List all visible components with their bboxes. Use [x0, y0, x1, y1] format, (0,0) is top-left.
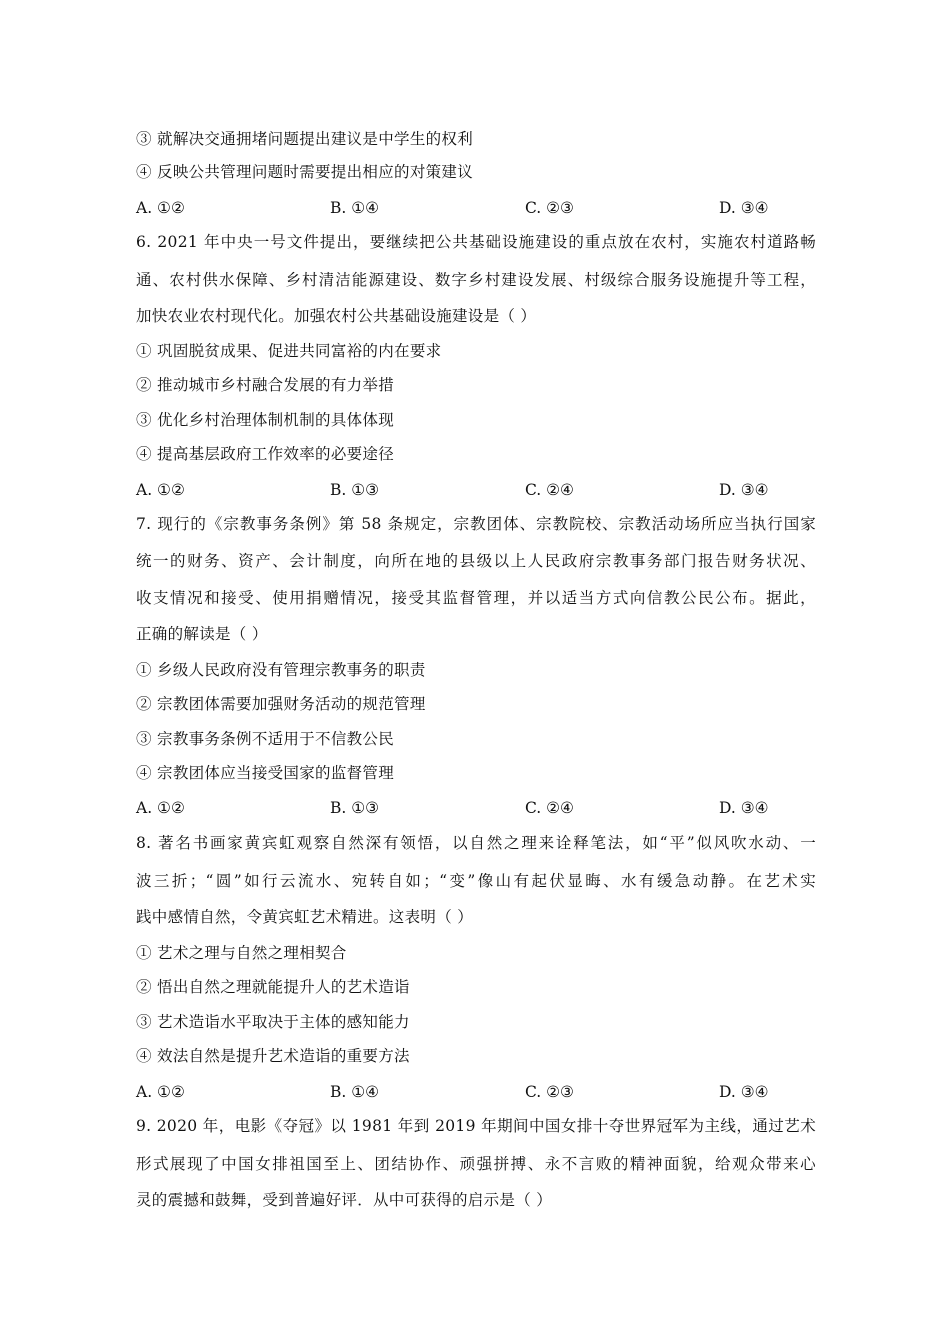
- q7-option-b[interactable]: B. ①③: [330, 799, 380, 817]
- q7-option-a[interactable]: A. ①②: [136, 799, 185, 817]
- q7-stem-line-2: 统一的财务、资产、会计制度，向所在地的县级以上人民政府宗教事务部门报告财务状况、: [136, 552, 816, 570]
- q7-statement-4: ④ 宗教团体应当接受国家的监督管理: [136, 764, 395, 782]
- q8-option-c[interactable]: C. ②③: [525, 1083, 574, 1101]
- q7-stem-line-4: 正确的解读是（ ）: [136, 625, 268, 643]
- q8-statement-2: ② 悟出自然之理就能提升人的艺术造诣: [136, 978, 410, 996]
- q7-statement-2: ② 宗教团体需要加强财务活动的规范管理: [136, 695, 426, 713]
- q6-statement-3: ③ 优化乡村治理体制机制的具体体现: [136, 411, 395, 429]
- q6-option-c[interactable]: C. ②④: [525, 481, 574, 499]
- q5-option-b[interactable]: B. ①④: [330, 199, 380, 217]
- q6-option-a[interactable]: A. ①②: [136, 481, 185, 499]
- q6-statement-1: ① 巩固脱贫成果、促进共同富裕的内在要求: [136, 342, 442, 360]
- q7-stem-line-1: 7. 现行的《宗教事务条例》第 58 条规定，宗教团体、宗教院校、宗教活动场所应当执行国家: [136, 515, 816, 533]
- q6-statement-2: ② 推动城市乡村融合发展的有力举措: [136, 376, 395, 394]
- q6-stem-line-3: 加快农业农村现代化。加强农村公共基础设施建设是（ ）: [136, 307, 537, 325]
- q8-statement-4: ④ 效法自然是提升艺术造诣的重要方法: [136, 1047, 410, 1065]
- q8-statement-1: ① 艺术之理与自然之理相契合: [136, 944, 347, 962]
- q7-option-c[interactable]: C. ②④: [525, 799, 574, 817]
- q7-statement-1: ① 乡级人民政府没有管理宗教事务的职责: [136, 661, 426, 679]
- q8-stem-line-1: 8. 著名书画家黄宾虹观察自然深有领悟，以自然之理来诠释笔法，如“平”似风吹水动、一: [136, 834, 816, 852]
- q7-statement-3: ③ 宗教事务条例不适用于不信教公民: [136, 730, 395, 748]
- q8-stem-line-2: 波三折；“圆”如行云流水、宛转自如；“变”像山有起伏显晦、水有缓急动静。在艺术实: [136, 872, 816, 890]
- q8-option-d[interactable]: D. ③④: [719, 1083, 769, 1101]
- q9-stem-line-1: 9. 2020 年，电影《夺冠》以 1981 年到 2019 年期间中国女排十夺世界冠军为主线，通过艺术: [136, 1117, 816, 1135]
- q9-stem-line-3: 灵的震撼和鼓舞，受到普遍好评．从中可获得的启示是（ ）: [136, 1191, 553, 1209]
- q6-option-d[interactable]: D. ③④: [719, 481, 769, 499]
- q8-statement-3: ③ 艺术造诣水平取决于主体的感知能力: [136, 1013, 410, 1031]
- q6-stem-line-2: 通、农村供水保障、乡村清洁能源建设、数字乡村建设发展、村级综合服务设施提升等工程，: [136, 271, 816, 289]
- q6-stem-line-1: 6. 2021 年中央一号文件提出，要继续把公共基础设施建设的重点放在农村，实施农村道路畅: [136, 233, 816, 251]
- q5-option-c[interactable]: C. ②③: [525, 199, 574, 217]
- q7-stem-line-3: 收支情况和接受、使用捐赠情况，接受其监督管理，并以适当方式向信教公民公布。据此，: [136, 589, 816, 607]
- q9-stem-line-2: 形式展现了中国女排祖国至上、团结协作、顽强拼搏、永不言败的精神面貌，给观众带来心: [136, 1155, 816, 1173]
- q5-statement-3: ③ 就解决交通拥堵问题提出建议是中学生的权利: [136, 130, 474, 148]
- q8-stem-line-3: 践中感情自然，令黄宾虹艺术精进。这表明（ ）: [136, 908, 474, 926]
- q6-statement-4: ④ 提高基层政府工作效率的必要途径: [136, 445, 395, 463]
- q5-statement-4: ④ 反映公共管理问题时需要提出相应的对策建议: [136, 163, 474, 181]
- q6-option-b[interactable]: B. ①③: [330, 481, 380, 499]
- q8-option-a[interactable]: A. ①②: [136, 1083, 185, 1101]
- q7-option-d[interactable]: D. ③④: [719, 799, 769, 817]
- q5-option-a[interactable]: A. ①②: [136, 199, 185, 217]
- q5-option-d[interactable]: D. ③④: [719, 199, 769, 217]
- q8-option-b[interactable]: B. ①④: [330, 1083, 380, 1101]
